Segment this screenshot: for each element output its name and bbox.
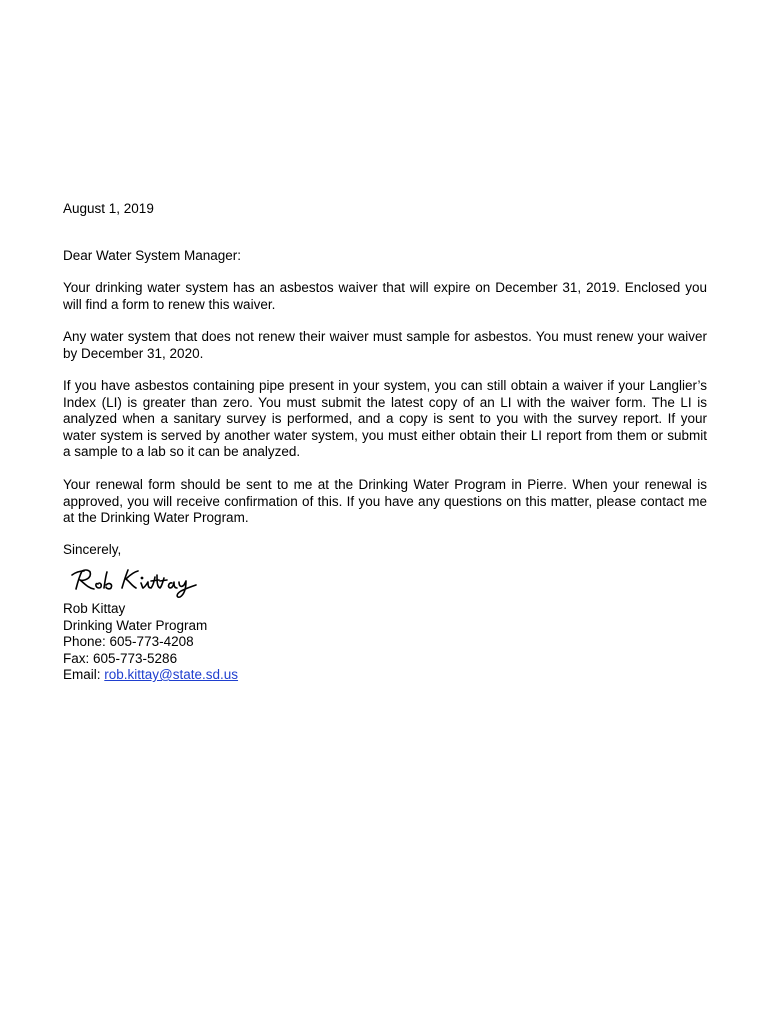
letter-body — [63, 201, 707, 682]
signature-block — [63, 601, 238, 684]
paragraph-renewal-requirement: Any water system that does not renew their waiver must sample for asbestos. You must renew your waiver by December 31, 2020. — [63, 329, 707, 361]
letter-date: August 1, 2019 — [63, 201, 154, 216]
closing: Sincerely, — [63, 542, 122, 557]
email-label: Email: — [63, 667, 101, 682]
signer-program: Drinking Water Program — [63, 617, 208, 633]
paragraph-waiver-expiry: Your drinking water system has an asbestos waiver that will expire on December 31, 2019. Enclosed you will find a form to renew this waiver. — [63, 280, 707, 312]
signer-name: Rob Kittay — [63, 601, 126, 616]
salutation: Dear Water System Manager: — [63, 248, 242, 263]
paragraph-langlier-index: If you have asbestos containing pipe present in your system, you can still obtain a waiver if your Langlier’s Index (LI) is greater than zero. You must submit the latest copy of an LI with the waiver form. The LI is analyzed when a sanitary survey is performed, and a copy is sent to you with the survey report. If your water system is served by another water system, you must either obtain their LI report from them or submit a sample to a lab so it can be analyzed. — [63, 378, 707, 459]
signer-email-line — [63, 667, 238, 684]
email-link[interactable]: rob.kittay@state.sd.us — [104, 667, 239, 682]
signer-fax: Fax: 605-773-5286 — [63, 650, 178, 666]
paragraph-renewal-form: Your renewal form should be sent to me at the Drinking Water Program in Pierre. When your renewal is approved, you will receive confirmation of this. If you have any questions on this matter, please contact me at the Drinking Water Program. — [63, 477, 707, 525]
signer-phone: Phone: 605-773-4208 — [63, 634, 194, 649]
handwritten-signature — [68, 561, 208, 601]
